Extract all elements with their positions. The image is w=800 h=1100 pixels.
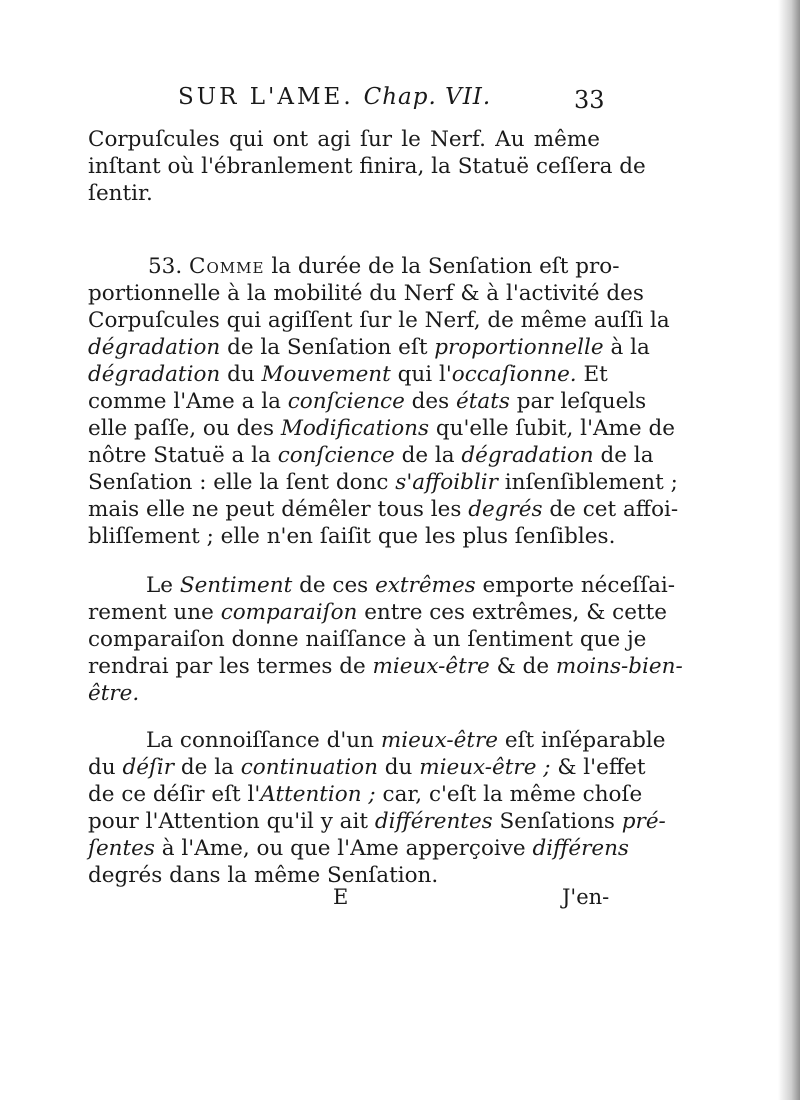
page-spine-shadow <box>778 0 800 1100</box>
text-line <box>88 727 666 754</box>
text-segment: nôtre Statuë a la <box>88 443 278 468</box>
text-segment: de la <box>394 443 462 468</box>
text-segment: pour l'Attention qu'il y ait <box>88 809 375 834</box>
text-line: portionnelle à la mobilité du Nerf & à l'activité des <box>88 281 644 306</box>
text-segment: à l'Ame, ou que l'Ame apperçoive <box>154 836 533 861</box>
text-segment: mais elle ne peut démêler tous les <box>88 497 469 522</box>
text-segment: rement une <box>88 600 221 625</box>
text-segment: Le <box>146 573 180 598</box>
text-line: inſtant où l'ébranlement finira, la Statuë ceſſera de <box>88 154 646 179</box>
paragraph-number: 53. <box>148 254 183 279</box>
italic-term: déſir <box>122 755 175 780</box>
chapter-label: Chap. VII. <box>363 84 492 110</box>
text-segment: car, c'eſt la même choſe <box>375 782 643 807</box>
page-footer <box>0 885 800 915</box>
italic-term: états <box>456 389 510 414</box>
text-segment: qui l' <box>390 362 452 387</box>
italic-term: Attention ; <box>260 782 376 807</box>
italic-term: pré- <box>621 809 666 834</box>
paragraph-continuation <box>88 126 646 207</box>
text-segment: de la <box>593 443 654 468</box>
text-segment: du <box>377 755 420 780</box>
italic-term: différentes <box>374 809 493 834</box>
text-line <box>88 572 676 599</box>
text-line <box>88 781 643 808</box>
text-line <box>88 334 650 361</box>
text-segment: la durée de la Senſation eſt pro- <box>271 254 620 279</box>
text-line <box>88 754 646 781</box>
italic-term: dégradation <box>461 443 594 468</box>
italic-term: dégradation <box>88 335 221 360</box>
text-line <box>88 599 667 626</box>
text-line <box>88 361 608 388</box>
italic-term: moins-bien- <box>555 654 683 679</box>
catchword: J'en- <box>562 885 610 909</box>
text-segment: Senſations <box>492 809 622 834</box>
italic-term: extrêmes <box>375 573 476 598</box>
italic-term: ſentes <box>88 836 155 861</box>
text-segment: eſt inſéparable <box>498 728 666 753</box>
text-segment: de la Senſation eſt <box>220 335 435 360</box>
italic-term: occaſionne. <box>451 362 577 387</box>
italic-term: comparaiſon <box>220 600 358 625</box>
text-segment: & l'effet <box>550 755 646 780</box>
italic-term: différens <box>532 836 629 861</box>
italic-term: mieux-être <box>372 654 490 679</box>
text-segment: de ces <box>292 573 376 598</box>
text-line: bliſſement ; elle n'en ſaiſit que les plus ſenſibles. <box>88 524 616 549</box>
page-number: 33 <box>574 86 605 114</box>
running-title <box>178 84 491 110</box>
italic-term: dégradation <box>88 362 221 387</box>
page-header <box>0 84 800 124</box>
italic-term: conſcience <box>287 389 405 414</box>
text-line: degrés dans la même Senſation. <box>88 863 439 888</box>
italic-term: Mouvement <box>261 362 391 387</box>
italic-term: proportionnelle <box>434 335 604 360</box>
text-line <box>88 442 654 469</box>
text-line <box>88 680 600 707</box>
text-segment: des <box>404 389 457 414</box>
text-line <box>88 653 683 680</box>
signature-mark: E <box>333 885 349 909</box>
text-segment: inſenſiblement ; <box>497 470 678 495</box>
text-line: Corpuſcules qui agiſſent ſur le Nerf, de même auſſi la <box>88 308 670 333</box>
text-segment: & de <box>489 654 556 679</box>
text-segment: entre ces extrêmes, & cette <box>357 600 667 625</box>
italic-term: conſcience <box>277 443 395 468</box>
text-line: Corpuſcules qui ont agi ſur le Nerf. Au même <box>88 127 600 152</box>
text-segment: du <box>88 755 123 780</box>
italic-term: mieux-être ; <box>419 755 551 780</box>
italic-term: être. <box>88 681 140 706</box>
text-segment: du <box>220 362 262 387</box>
text-segment: à la <box>603 335 650 360</box>
text-line <box>88 469 678 496</box>
text-line <box>88 388 647 415</box>
paragraph-connoissance <box>88 727 666 889</box>
italic-term: Sentiment <box>179 573 293 598</box>
text-segment: de cet affoi- <box>542 497 679 522</box>
text-line: comparaiſon donne naiſſance à un ſentiment que je <box>88 627 647 652</box>
text-line: ſentir. <box>88 181 153 206</box>
italic-term: s'affoiblir <box>395 470 498 495</box>
text-segment: emporte néceſſai- <box>475 573 676 598</box>
text-segment: par leſquels <box>509 389 647 414</box>
paragraph-sentiment <box>88 572 683 707</box>
text-line <box>88 496 679 523</box>
body-text <box>88 126 683 889</box>
text-segment: qu'elle ſubit, l'Ame de <box>429 416 675 441</box>
text-line <box>88 253 620 280</box>
text-segment: elle paſſe, ou des <box>88 416 281 441</box>
italic-term: mieux-être <box>380 728 499 753</box>
italic-term: degrés <box>468 497 543 522</box>
paragraph-53 <box>88 253 679 550</box>
text-segment: de ce déſir eſt l' <box>88 782 261 807</box>
text-line <box>88 808 666 835</box>
text-line <box>88 415 675 442</box>
text-segment: Senſation : elle la ſent donc <box>88 470 396 495</box>
text-segment: de la <box>174 755 241 780</box>
text-line <box>88 835 629 862</box>
text-segment: comme l'Ame a la <box>88 389 288 414</box>
running-title-text: SUR L'AME. <box>178 84 354 110</box>
smallcaps-word: Comme <box>189 254 265 279</box>
italic-term: Modifications <box>280 416 430 441</box>
text-segment: La connoiſſance d'un <box>146 728 381 753</box>
text-segment: rendrai par les termes de <box>88 654 373 679</box>
text-segment: Et <box>576 362 608 387</box>
italic-term: continuation <box>240 755 378 780</box>
